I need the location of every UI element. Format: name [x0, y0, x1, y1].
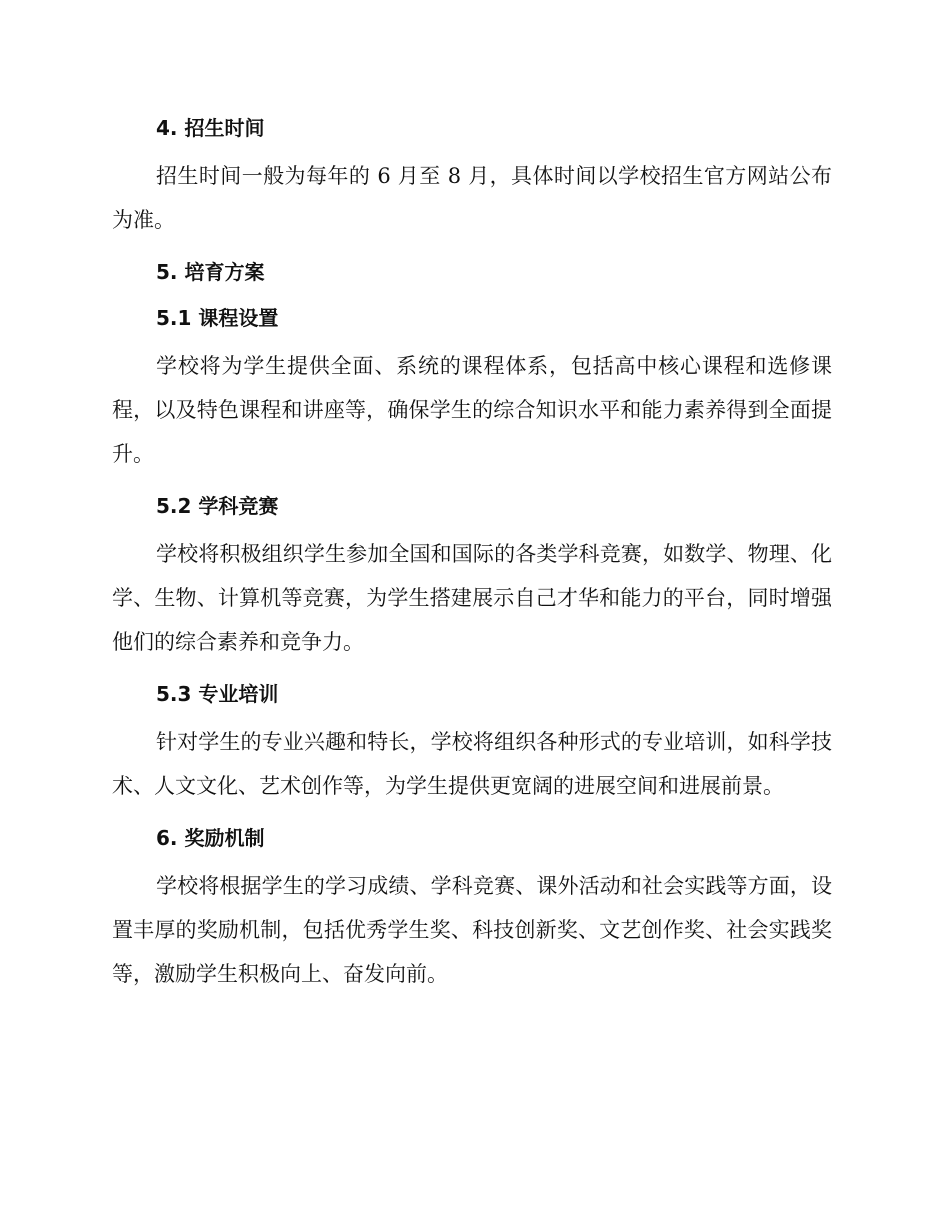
heading-training-plan: 5. 培育方案: [156, 260, 265, 284]
paragraph-professional-training: 针对学生的专业兴趣和特长，学校将组织各种形式的专业培训，如科学技术、人文文化、艺术创作等，为学生提供更宽阔的进展空间和进展前景。: [112, 730, 832, 798]
paragraph-enrollment-time: 招生时间一般为每年的 6 月至 8 月，具体时间以学校招生官方网站公布为准。: [112, 164, 832, 232]
paragraph-curriculum: 学校将为学生提供全面、系统的课程体系，包括高中核心课程和选修课程，以及特色课程和讲座等，确保学生的综合知识水平和能力素养得到全面提升。: [112, 354, 832, 466]
paragraph-rewards: 学校将根据学生的学习成绩、学科竞赛、课外活动和社会实践等方面，设置丰厚的奖励机制，包括优秀学生奖、科技创新奖、文艺创作奖、社会实践奖等，激励学生积极向上、奋发向前。: [112, 874, 832, 986]
heading-curriculum: 5.1 课程设置: [156, 306, 279, 330]
heading-rewards: 6. 奖励机制: [156, 826, 265, 850]
heading-enrollment-time: 4. 招生时间: [156, 116, 265, 140]
heading-professional-training: 5.3 专业培训: [156, 682, 279, 706]
heading-competitions: 5.2 学科竞赛: [156, 494, 279, 518]
document-body: [112, 108, 832, 996]
paragraph-competitions: 学校将积极组织学生参加全国和国际的各类学科竞赛，如数学、物理、化学、生物、计算机等竞赛，为学生搭建展示自己才华和能力的平台，同时增强他们的综合素养和竞争力。: [112, 542, 832, 654]
